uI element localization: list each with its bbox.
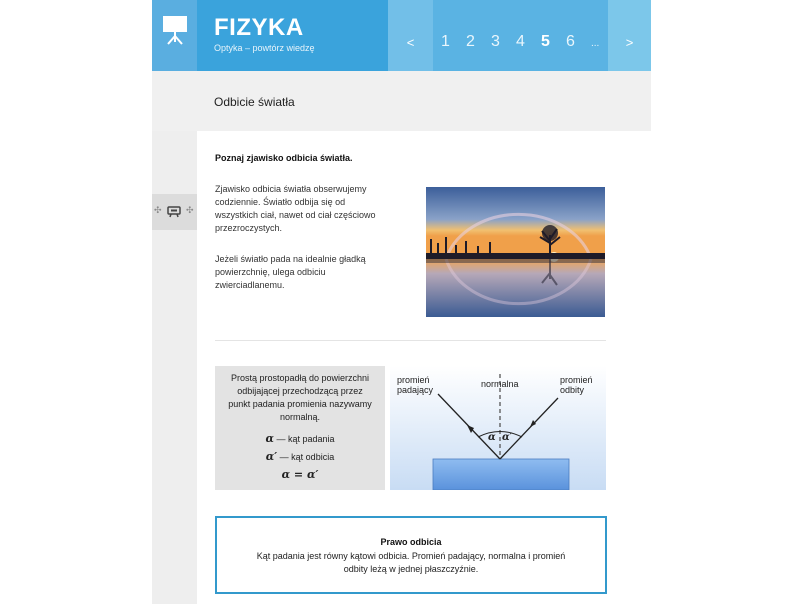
intro-paragraph-2: Jeżeli światło pada na idealnie gładką powierzchnię, ulega odbiciu zwierciadlanemu. [215, 254, 366, 290]
more-pages-link[interactable]: ... [591, 38, 600, 49]
intro-paragraph-1: Zjawisko odbicia światła obserwujemy codziennie. Światło odbija się od wszystkich ciał, nawet od ciał częściowo przezroczystych. [215, 184, 376, 233]
normal-definition-box [215, 366, 385, 490]
app-subtitle: Optyka – powtórz wiedzę [214, 43, 315, 53]
prev-page-button[interactable]: < [388, 0, 433, 71]
page-2-link[interactable]: 2 [466, 33, 475, 50]
section-title: Odbicie światła [214, 95, 295, 109]
reflection-symbol: α′ [265, 450, 278, 463]
intro-heading: Poznaj zjawisko odbicia światła. [215, 153, 353, 163]
next-page-button[interactable]: > [608, 0, 651, 71]
alpha-prime-label: α′ [502, 432, 513, 443]
alpha-label: α [488, 432, 496, 443]
law-title: Prawo odbicia [380, 537, 442, 547]
incidence-angle-formula [215, 432, 385, 445]
reflection-diagram [390, 366, 606, 490]
incident-ray-label [397, 375, 433, 395]
law-of-reflection-box [215, 516, 607, 594]
incidence-symbol: α [265, 432, 274, 445]
page-1-link[interactable]: 1 [441, 33, 450, 50]
incidence-label: — kąt padania [276, 434, 335, 444]
app-title: FIZYKA [214, 14, 304, 41]
move-left-icon: ✣ [154, 205, 162, 215]
page-3-link[interactable]: 3 [491, 33, 500, 50]
header-bar [152, 0, 651, 71]
normal-definition-text: Prostą prostopadłą do powierzchni odbijającej przechodzącą przez punkt padania promienia nazywamy normalną. [228, 373, 372, 422]
equation-text: α = α′ [281, 468, 319, 481]
reflected-ray-label [560, 375, 593, 395]
normal-label: normalna [481, 379, 519, 389]
incident-label-line2: padający [397, 385, 434, 395]
chat-icon [167, 206, 181, 218]
divider [215, 340, 606, 341]
reflection-angle-formula [215, 450, 385, 463]
reflection-label: — kąt odbicia [279, 452, 335, 462]
drag-tool[interactable] [152, 194, 197, 230]
reflected-label-line2: odbity [560, 385, 585, 395]
page-5-link[interactable]: 5 [541, 33, 550, 50]
reflected-label-line1: promień [560, 375, 593, 385]
page-pagination [433, 0, 608, 71]
angle-equation [215, 468, 385, 481]
move-right-icon: ✣ [186, 205, 194, 215]
section-bar [152, 71, 651, 131]
presentation-icon[interactable] [152, 0, 197, 71]
lake-reflection-photo [426, 187, 605, 317]
lesson-app [152, 0, 651, 604]
page-6-link[interactable]: 6 [566, 33, 575, 50]
law-text: Kąt padania jest równy kątowi odbicia. Promień padający, normalna i promień odbity leżą w jednej płaszczyźnie. [256, 551, 566, 574]
incident-label-line1: promień [397, 375, 430, 385]
page-4-link[interactable]: 4 [516, 33, 525, 50]
